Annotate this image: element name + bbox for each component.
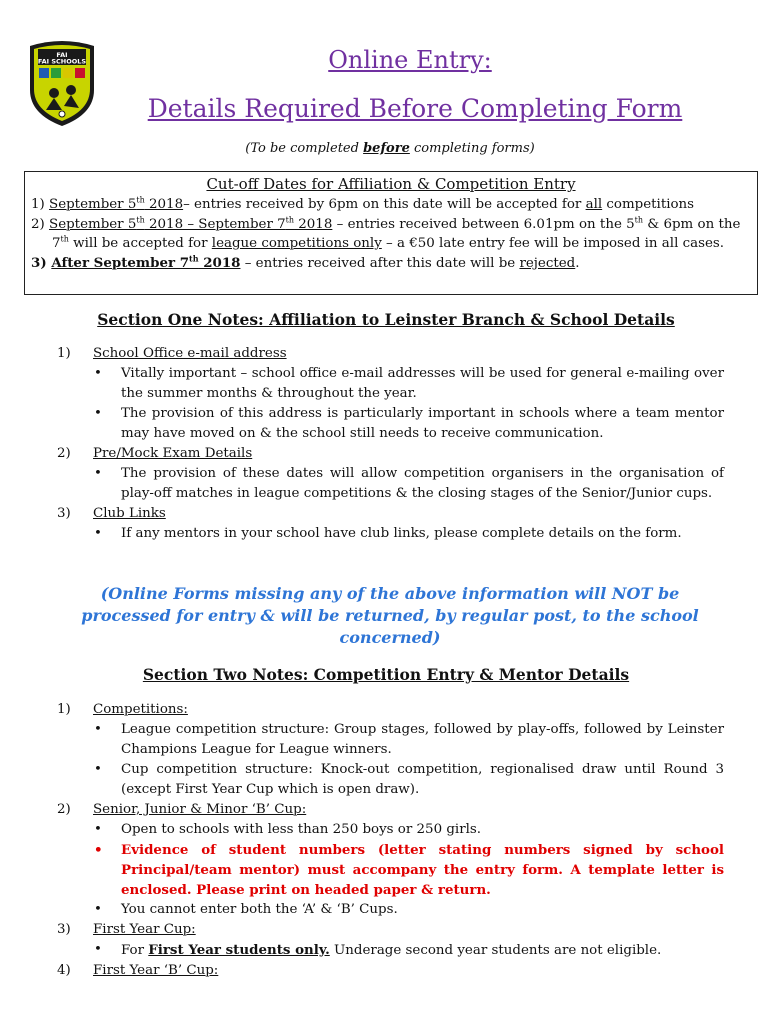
bullet-dot-icon: • (94, 902, 102, 917)
bullet-dot-icon: • (94, 722, 102, 737)
cutoff-text: competitions (602, 197, 695, 212)
svg-text:FAI: FAI (56, 51, 68, 59)
fai-schools-logo (24, 38, 100, 128)
cutoff-text: – a €50 late entry fee will be imposed in all cases. (381, 236, 725, 251)
list-item (24, 404, 724, 444)
ordinal: th (136, 215, 145, 225)
page-subtitle-title: Details Required Before Completing Form (147, 94, 683, 123)
note-number: 1) (57, 346, 71, 361)
cutoff-emphasis: league competitions only (211, 236, 382, 251)
list-item (24, 464, 724, 504)
cutoff-text: & 6pm on the 7 (52, 216, 741, 251)
note-label: Competitions: (93, 702, 188, 717)
missing-info-warning: (Online Forms missing any of the above information will NOT be processed for entry & will be returned, by regular post, to the school concerned) (81, 584, 699, 647)
note-item (24, 961, 724, 981)
bullet-text: If any mentors in your school have club links, please complete details on the form. (121, 526, 682, 541)
cutoff-num: 3) (31, 254, 52, 271)
cutoff-num: 2) (31, 216, 50, 232)
note-item (24, 700, 724, 800)
page-instruction (150, 138, 630, 160)
cutoff-emphasis: rejected (519, 255, 576, 271)
note-label: First Year Cup: (93, 922, 196, 937)
cutoff-date (51, 255, 240, 271)
cutoff-text: – entries received between 6.01pm on the 5 (332, 216, 635, 232)
instruction-text-pre: (To be completed (245, 141, 364, 156)
cutoff-num: 1) (31, 197, 50, 212)
cutoff-text: will be accepted for (68, 236, 212, 251)
section-two-notes (24, 700, 724, 981)
cutoff-item (28, 195, 751, 215)
note-label: Pre/Mock Exam Details (93, 446, 253, 461)
ordinal: th (60, 234, 69, 244)
bullet-text: For (121, 943, 149, 958)
bullet-text: The provision of these dates will allow competition organisers in the organisation of play-off matches in league competitions & the closing stages of the Senior/Junior cups. (121, 466, 724, 501)
bullet-dot-icon: • (94, 942, 102, 957)
list-item (24, 820, 724, 840)
cutoff-text: . (575, 255, 580, 271)
cutoff-item (28, 215, 751, 254)
note-item (24, 800, 724, 920)
bullet-dot-icon: • (94, 762, 102, 777)
cutoff-date (49, 217, 332, 232)
bullet-text: Cup competition structure: Knock-out competition, regionalised draw until Round 3 (except First Year Cup which is open draw). (121, 762, 724, 797)
list-item (24, 940, 724, 961)
note-label: School Office e-mail address (93, 346, 287, 361)
note-number: 2) (57, 446, 71, 461)
cutoff-text: – entries received after this date will be (240, 255, 520, 271)
note-number: 1) (57, 702, 71, 717)
cutoff-text: – entries received by 6pm on this date will be accepted for (183, 197, 586, 212)
list-item (24, 760, 724, 800)
bullet-text: Underage second year students are not eligible. (329, 943, 662, 958)
list-item (24, 900, 724, 920)
note-label: Club Links (93, 506, 166, 521)
cutoff-emphasis: all (585, 197, 603, 212)
note-item (24, 920, 724, 961)
ordinal: th (285, 215, 295, 225)
bullet-dot-icon: • (94, 466, 102, 481)
ordinal: th (634, 215, 644, 225)
date-text: After September 7 (51, 254, 190, 271)
instruction-emphasis: before (363, 141, 410, 156)
date-text: September 5 (49, 197, 137, 212)
ordinal: th (189, 253, 199, 264)
list-item-alert (24, 840, 724, 900)
cutoff-date (49, 197, 183, 212)
note-item (24, 444, 724, 504)
list-item (24, 720, 724, 760)
bullet-dot-icon: • (94, 366, 102, 381)
section-one-heading: Section One Notes: Affiliation to Leinster Branch & School Details (97, 310, 675, 329)
ordinal: th (136, 195, 145, 205)
list-item (24, 364, 724, 404)
note-label: Senior, Junior & Minor ‘B’ Cup: (93, 802, 307, 817)
bullet-text: League competition structure: Group stages, followed by play-offs, followed by Leinster Champions League for League winners. (121, 722, 724, 757)
bullet-dot-icon: • (94, 822, 102, 837)
cutoff-dates-box (24, 171, 758, 295)
section-one-notes (24, 344, 724, 544)
note-number: 4) (57, 963, 71, 978)
bullet-dot-icon: • (94, 842, 103, 858)
list-item (24, 524, 724, 544)
section-two-heading: Section Two Notes: Competition Entry & Mentor Details (142, 665, 630, 684)
bullet-text: Evidence of student numbers (letter stating numbers signed by school Principal/team mentor) must accompany the entry form. A template letter is enclosed. Please print on headed paper & return. (121, 842, 724, 898)
instruction-text-post: completing forms) (409, 141, 535, 156)
date-text: September 5 (49, 216, 137, 232)
bullet-dot-icon: • (94, 406, 102, 421)
bullet-dot-icon: • (94, 526, 102, 541)
note-number: 3) (57, 922, 71, 937)
year-text: 2018 (294, 216, 333, 232)
year-text: 2018 (198, 254, 241, 271)
bullet-text: You cannot enter both the ‘A’ & ‘B’ Cups. (121, 902, 398, 917)
logo-text: FAI SCHOOLS (37, 57, 87, 66)
page-title: Online Entry: (328, 46, 492, 74)
year-text: 2018 (144, 197, 184, 212)
cutoff-heading: Cut-off Dates for Affiliation & Competition Entry (206, 175, 576, 193)
bullet-emphasis: First Year students only. (148, 942, 330, 958)
note-label: First Year ‘B’ Cup: (93, 963, 219, 978)
bullet-text: The provision of this address is particularly important in schools where a team mentor may have moved on & the school still needs to receive communication. (121, 406, 724, 441)
note-item (24, 504, 724, 544)
cutoff-item (28, 254, 751, 274)
date-text: 2018 – September 7 (144, 216, 286, 232)
bullet-text: Open to schools with less than 250 boys or 250 girls. (121, 822, 482, 837)
note-item (24, 344, 724, 444)
note-number: 3) (57, 506, 71, 521)
bullet-text: Vitally important – school office e-mail addresses will be used for general e-mailing over the summer months & throughout the year. (121, 366, 724, 401)
note-number: 2) (57, 802, 71, 817)
